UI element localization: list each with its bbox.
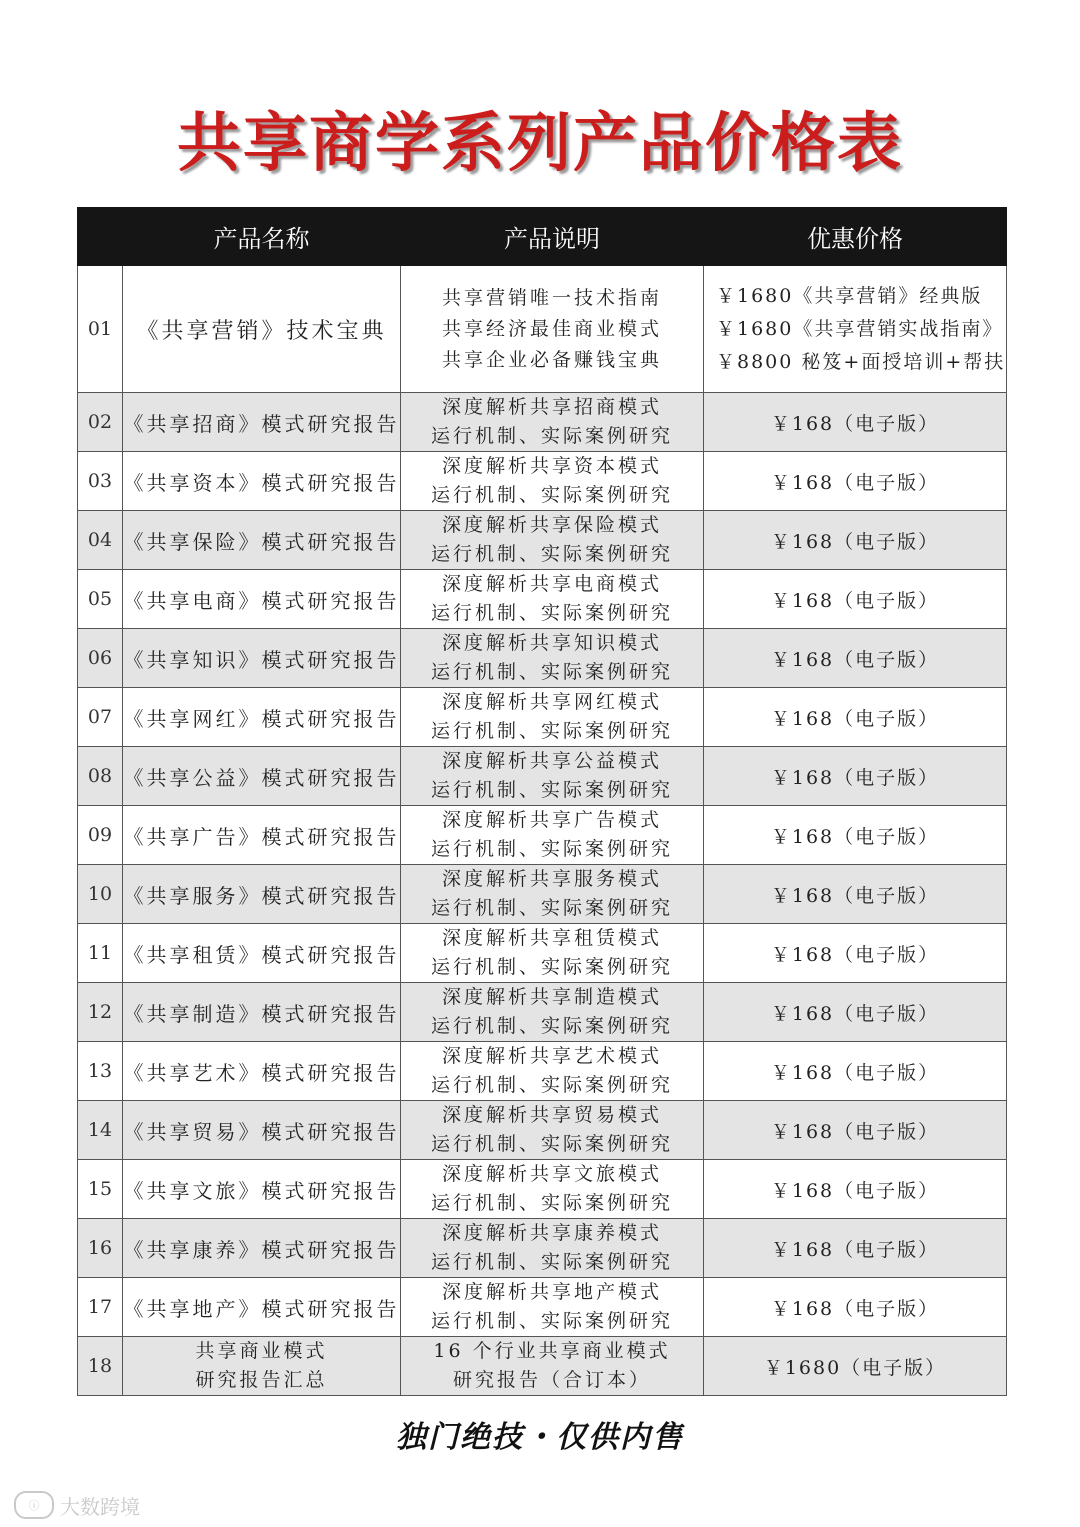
price-line: ￥1680《共享营销实战指南》 xyxy=(716,317,1004,340)
header-desc: 产品说明 xyxy=(401,208,704,266)
row-number: 09 xyxy=(78,806,123,865)
row-number: 06 xyxy=(78,629,123,688)
product-description xyxy=(401,393,704,452)
table-row xyxy=(78,570,1007,629)
row-number: 17 xyxy=(78,1278,123,1337)
product-description xyxy=(401,1278,704,1337)
header-num xyxy=(78,208,123,266)
desc-line: 运行机制、实际案例研究 xyxy=(430,838,673,860)
row-number: 01 xyxy=(78,266,123,393)
desc-line: 深度解析共享租赁模式 xyxy=(441,927,662,949)
product-name: 《共享艺术》模式研究报告 xyxy=(123,1042,401,1101)
table-header-row xyxy=(78,208,1007,266)
product-price xyxy=(704,266,1007,393)
desc-line: 运行机制、实际案例研究 xyxy=(430,1133,673,1155)
table-row xyxy=(78,983,1007,1042)
product-price: ￥168（电子版） xyxy=(704,1278,1007,1337)
desc-line: 共享营销唯一技术指南 xyxy=(441,286,662,309)
name-line: 研究报告汇总 xyxy=(195,1369,328,1391)
desc-line: 深度解析共享康养模式 xyxy=(441,1222,662,1244)
price-table xyxy=(77,207,1007,1396)
product-description xyxy=(401,1219,704,1278)
product-price: ￥168（电子版） xyxy=(704,393,1007,452)
table-row xyxy=(78,393,1007,452)
watermark-logo-icon: ⓘ xyxy=(14,1491,54,1519)
watermark-text: 大数跨境 xyxy=(60,1494,140,1519)
product-name: 《共享网红》模式研究报告 xyxy=(123,688,401,747)
desc-line: 运行机制、实际案例研究 xyxy=(430,543,673,565)
product-description xyxy=(401,1337,704,1396)
table-row xyxy=(78,806,1007,865)
row-number: 18 xyxy=(78,1337,123,1396)
desc-line: 研究报告（合订本） xyxy=(452,1369,651,1391)
product-price: ￥168（电子版） xyxy=(704,629,1007,688)
desc-line: 运行机制、实际案例研究 xyxy=(430,484,673,506)
desc-line: 深度解析共享保险模式 xyxy=(441,514,662,536)
desc-line: 运行机制、实际案例研究 xyxy=(430,1192,673,1214)
row-number: 15 xyxy=(78,1160,123,1219)
row-number: 02 xyxy=(78,393,123,452)
product-price: ￥168（电子版） xyxy=(704,747,1007,806)
product-price: ￥1680（电子版） xyxy=(704,1337,1007,1396)
row-number: 10 xyxy=(78,865,123,924)
desc-line: 运行机制、实际案例研究 xyxy=(430,1074,673,1096)
product-description xyxy=(401,1160,704,1219)
desc-line: 深度解析共享地产模式 xyxy=(441,1281,662,1303)
product-name: 《共享招商》模式研究报告 xyxy=(123,393,401,452)
row-number: 08 xyxy=(78,747,123,806)
product-name: 《共享保险》模式研究报告 xyxy=(123,511,401,570)
product-name: 《共享康养》模式研究报告 xyxy=(123,1219,401,1278)
desc-line: 深度解析共享招商模式 xyxy=(441,396,662,418)
product-name xyxy=(123,1337,401,1396)
product-description xyxy=(401,1101,704,1160)
price-line: ￥8800 秘笈+面授培训+帮扶 xyxy=(716,350,1006,373)
page-title: 共享商学系列产品价格表 xyxy=(177,107,903,181)
product-price: ￥168（电子版） xyxy=(704,806,1007,865)
product-description xyxy=(401,806,704,865)
desc-line: 运行机制、实际案例研究 xyxy=(430,956,673,978)
table-row xyxy=(78,688,1007,747)
product-name: 《共享资本》模式研究报告 xyxy=(123,452,401,511)
desc-line: 共享经济最佳商业模式 xyxy=(441,317,662,340)
desc-line: 运行机制、实际案例研究 xyxy=(430,602,673,624)
name-line: 共享商业模式 xyxy=(195,1340,328,1362)
table-row xyxy=(78,1278,1007,1337)
product-description xyxy=(401,983,704,1042)
product-price: ￥168（电子版） xyxy=(704,1042,1007,1101)
product-price: ￥168（电子版） xyxy=(704,1160,1007,1219)
table-row xyxy=(78,511,1007,570)
product-description xyxy=(401,452,704,511)
product-description xyxy=(401,1042,704,1101)
footer-slogan: 独门绝技・仅供内售 xyxy=(396,1420,684,1455)
table-row xyxy=(78,1337,1007,1396)
desc-line: 深度解析共享知识模式 xyxy=(441,632,662,654)
product-description xyxy=(401,570,704,629)
product-price: ￥168（电子版） xyxy=(704,570,1007,629)
desc-line: 16 个行业共享商业模式 xyxy=(433,1340,671,1362)
desc-line: 深度解析共享电商模式 xyxy=(441,573,662,595)
desc-line: 运行机制、实际案例研究 xyxy=(430,1310,673,1332)
product-price: ￥168（电子版） xyxy=(704,1101,1007,1160)
desc-line: 深度解析共享贸易模式 xyxy=(441,1104,662,1126)
product-name: 《共享贸易》模式研究报告 xyxy=(123,1101,401,1160)
product-price: ￥168（电子版） xyxy=(704,511,1007,570)
desc-line: 运行机制、实际案例研究 xyxy=(430,720,673,742)
product-price: ￥168（电子版） xyxy=(704,452,1007,511)
product-price: ￥168（电子版） xyxy=(704,983,1007,1042)
product-description xyxy=(401,924,704,983)
desc-line: 深度解析共享文旅模式 xyxy=(441,1163,662,1185)
desc-line: 深度解析共享网红模式 xyxy=(441,691,662,713)
desc-line: 运行机制、实际案例研究 xyxy=(430,425,673,447)
row-number: 12 xyxy=(78,983,123,1042)
header-name: 产品名称 xyxy=(123,208,401,266)
product-name: 《共享电商》模式研究报告 xyxy=(123,570,401,629)
row-number: 05 xyxy=(78,570,123,629)
row-number: 14 xyxy=(78,1101,123,1160)
product-name: 《共享知识》模式研究报告 xyxy=(123,629,401,688)
desc-line: 运行机制、实际案例研究 xyxy=(430,1251,673,1273)
watermark xyxy=(14,1490,140,1520)
desc-line: 深度解析共享艺术模式 xyxy=(441,1045,662,1067)
product-price: ￥168（电子版） xyxy=(704,1219,1007,1278)
product-description xyxy=(401,266,704,393)
row-number: 13 xyxy=(78,1042,123,1101)
table-row xyxy=(78,629,1007,688)
product-price: ￥168（电子版） xyxy=(704,924,1007,983)
desc-line: 运行机制、实际案例研究 xyxy=(430,661,673,683)
product-name: 《共享文旅》模式研究报告 xyxy=(123,1160,401,1219)
product-name: 《共享公益》模式研究报告 xyxy=(123,747,401,806)
product-description xyxy=(401,865,704,924)
product-name: 《共享广告》模式研究报告 xyxy=(123,806,401,865)
product-description xyxy=(401,629,704,688)
product-name: 《共享地产》模式研究报告 xyxy=(123,1278,401,1337)
product-price: ￥168（电子版） xyxy=(704,865,1007,924)
row-number: 04 xyxy=(78,511,123,570)
desc-line: 深度解析共享服务模式 xyxy=(441,868,662,890)
product-description xyxy=(401,511,704,570)
price-line: ￥1680《共享营销》经典版 xyxy=(716,284,983,307)
desc-line: 运行机制、实际案例研究 xyxy=(430,897,673,919)
product-price: ￥168（电子版） xyxy=(704,688,1007,747)
desc-line: 运行机制、实际案例研究 xyxy=(430,1015,673,1037)
desc-line: 共享企业必备赚钱宝典 xyxy=(441,348,662,371)
table-row xyxy=(78,266,1007,393)
row-number: 03 xyxy=(78,452,123,511)
table-row xyxy=(78,1160,1007,1219)
product-name: 《共享服务》模式研究报告 xyxy=(123,865,401,924)
desc-line: 运行机制、实际案例研究 xyxy=(430,779,673,801)
table-row xyxy=(78,747,1007,806)
desc-line: 深度解析共享公益模式 xyxy=(441,750,662,772)
product-name: 《共享租赁》模式研究报告 xyxy=(123,924,401,983)
desc-line: 深度解析共享制造模式 xyxy=(441,986,662,1008)
table-row xyxy=(78,924,1007,983)
row-number: 11 xyxy=(78,924,123,983)
desc-line: 深度解析共享资本模式 xyxy=(441,455,662,477)
table-row xyxy=(78,1219,1007,1278)
table-row xyxy=(78,1101,1007,1160)
header-price: 优惠价格 xyxy=(704,208,1007,266)
product-description xyxy=(401,688,704,747)
row-number: 07 xyxy=(78,688,123,747)
desc-line: 深度解析共享广告模式 xyxy=(441,809,662,831)
table-row xyxy=(78,865,1007,924)
table-row xyxy=(78,452,1007,511)
product-name: 《共享营销》技术宝典 xyxy=(123,266,401,393)
row-number: 16 xyxy=(78,1219,123,1278)
table-row xyxy=(78,1042,1007,1101)
product-description xyxy=(401,747,704,806)
product-name: 《共享制造》模式研究报告 xyxy=(123,983,401,1042)
